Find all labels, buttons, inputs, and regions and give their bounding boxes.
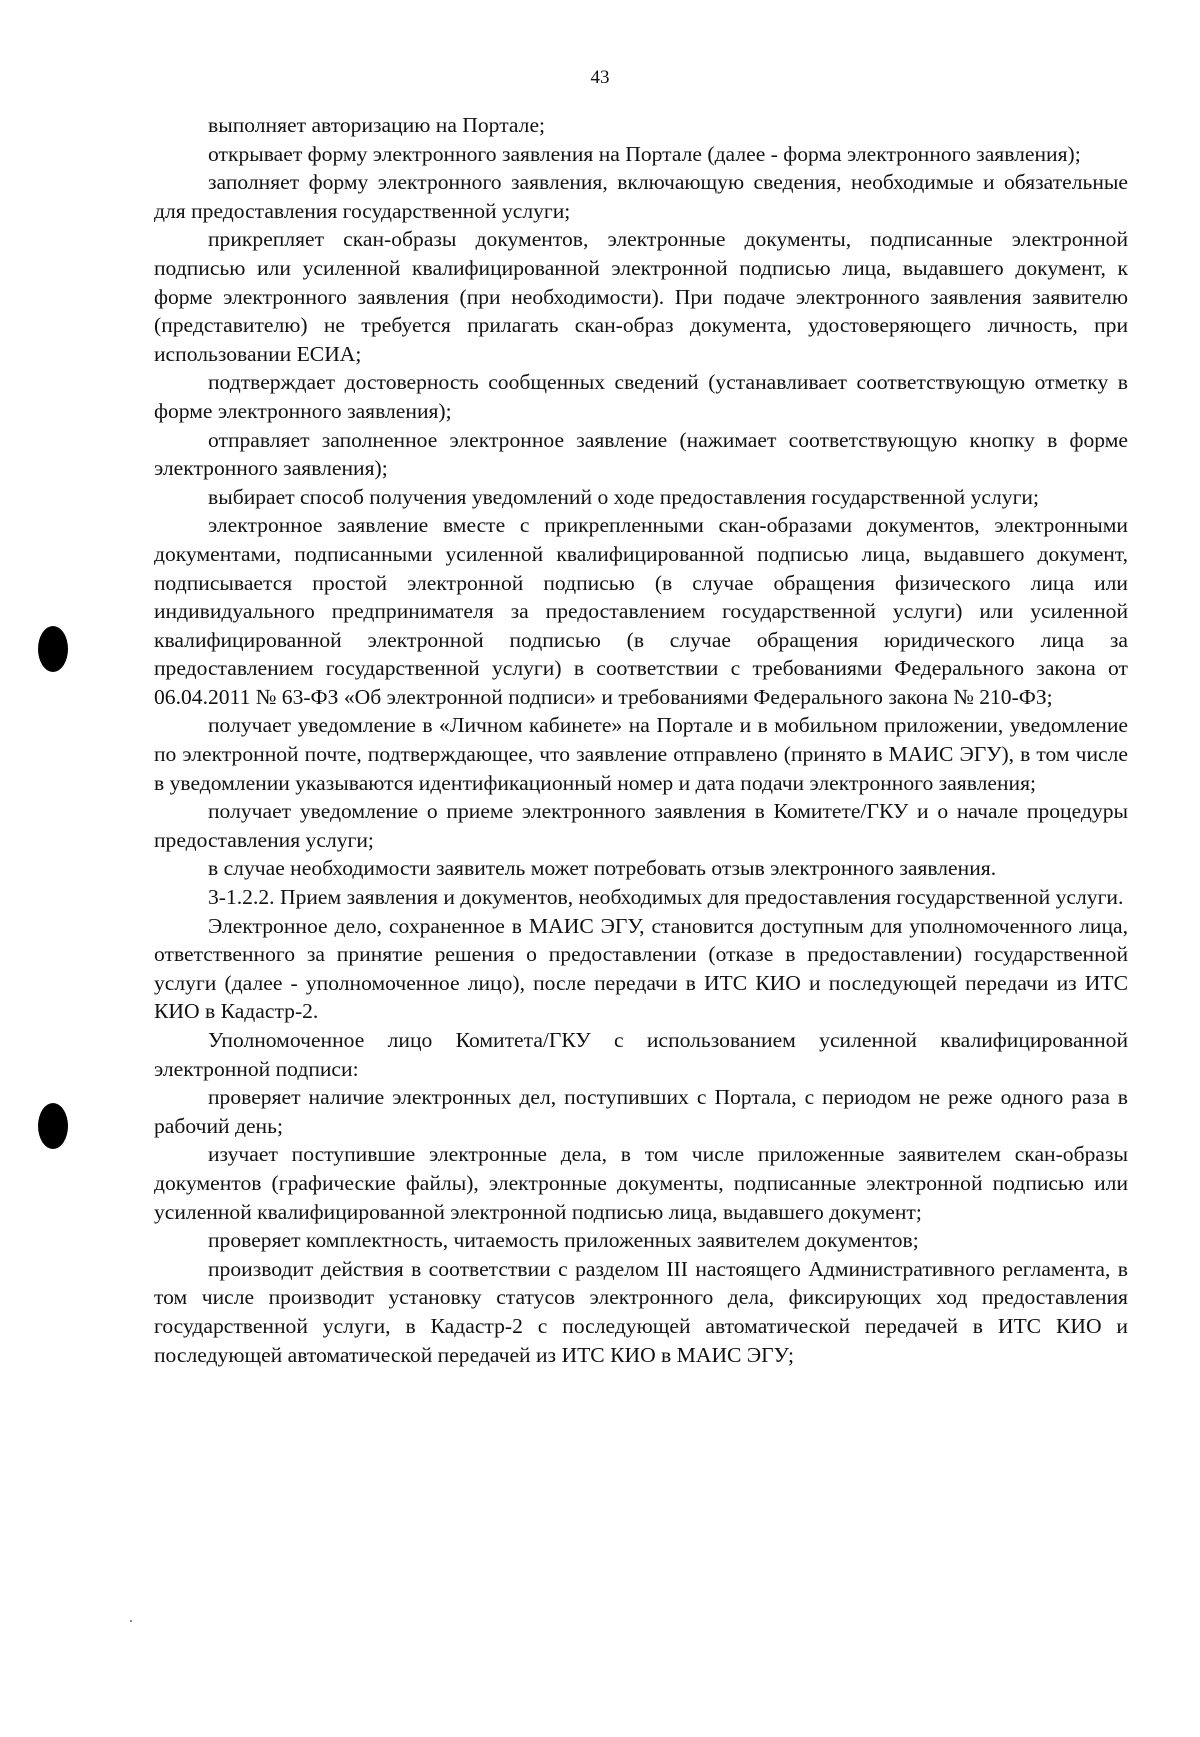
paragraph-receive-notification: получает уведомление в «Личном кабинете» на Портале и в мобильном приложении, уведомление по электронной почте, подтверждающее, что заявление отправлено (принято в МАИС ЭГУ), в том числе в уведомлении указываются идентификационный номер и дата подачи электронного заявления; <box>154 713 1128 795</box>
paragraph-acceptance-notification: получает уведомление о приеме электронного заявления в Комитете/ГКУ и о начале процедуры предоставления услуги; <box>154 799 1128 852</box>
paragraph-authorized-person: Уполномоченное лицо Комитета/ГКУ с использованием усиленной квалифицированной электронной подписи: <box>154 1028 1128 1081</box>
paragraph-fill-form: заполняет форму электронного заявления, включающую сведения, необходимые и обязательные для предоставления государственной услуги; <box>154 170 1128 223</box>
page-number: 43 <box>590 67 610 88</box>
document-body <box>154 111 1128 1369</box>
section-heading-3-1-2-2: 3-1.2.2. Прием заявления и документов, необходимых для предоставления государственной услуги. <box>208 885 1124 910</box>
paragraph-check-cases: проверяет наличие электронных дел, поступивших с Портала, с периодом не реже одного раза в рабочий день; <box>154 1085 1128 1138</box>
paragraph-notification-method: выбирает способ получения уведомлений о ходе предоставления государственной услуги; <box>208 484 1039 509</box>
paragraph-confirm-accuracy: подтверждает достоверность сообщенных сведений (устанавливает соответствующую отметку в форме электронного заявления); <box>154 370 1128 423</box>
punch-hole-mark <box>38 626 68 672</box>
paragraph-check-completeness: проверяет комплектность, читаемость приложенных заявителем документов; <box>208 1228 919 1253</box>
paragraph-study-cases: изучает поступившие электронные дела, в том числе приложенные заявителем скан-образы документов (графические файлы), электронные документы, подписанные электронной подписью или усиленной квалифицированной электронной подписью лица, выдавшего документ; <box>154 1142 1128 1224</box>
scan-speck <box>130 1620 132 1622</box>
punch-hole-mark <box>38 1103 68 1149</box>
paragraph-send-application: отправляет заполненное электронное заявление (нажимает соответствующую кнопку в форме электронного заявления); <box>154 427 1128 481</box>
paragraph-signature: электронное заявление вместе с прикрепленными скан-образами документов, электронными документами, подписанными усиленной квалифицированной подписью лица, выдавшего документ, подписывается простой электронной подписью (в случае обращения физического лица или индивидуального предпринимателя за предоставлением государственной услуги) или усиленной квалифицированной электронной подписью (в случае обращения юридического лица за предоставлением государственной услуги) в соответствии с требованиями Федерального закона от 06.04.2011 № 63-ФЗ «Об электронной подписи» и требованиями Федерального закона № 210-ФЗ; <box>154 513 1128 709</box>
paragraph-authorization: выполняет авторизацию на Портале; <box>208 113 546 137</box>
paragraph-attach-documents: прикрепляет скан-образы документов, электронные документы, подписанные электронной подписью или усиленной квалифицированной электронной подписью лица, выдавшего документ, к форме электронного заявления (при необходимости). При подаче электронного заявления заявителю (представителю) не требуется прилагать скан-образ документа, удостоверяющего личность, при использовании ЕСИА; <box>154 227 1128 366</box>
paragraph-perform-actions: производит действия в соответствии с разделом III настоящего Административного регламента, в том числе производит установку статусов электронного дела, фиксирующих ход предоставления государственной услуги, в Кадастр-2 с последующей автоматической передачей в ИТС КИО и последующей автоматической передачей из ИТС КИО в МАИС ЭГУ; <box>154 1256 1128 1367</box>
paragraph-electronic-case: Электронное дело, сохраненное в МАИС ЭГУ, становится доступным для уполномоченного лица, ответственного за принятие решения о предоставлении (отказе в предоставлении) государственной услуги (далее - уполномоченное лицо), после передачи в ИТС КИО и последующей передачи из ИТС КИО в Кадастр-2. <box>154 913 1128 1024</box>
paragraph-withdrawal: в случае необходимости заявитель может потребовать отзыв электронного заявления. <box>208 856 997 881</box>
paragraph-open-form: открывает форму электронного заявления на Портале (далее - форма электронного заявления); <box>208 141 1081 166</box>
